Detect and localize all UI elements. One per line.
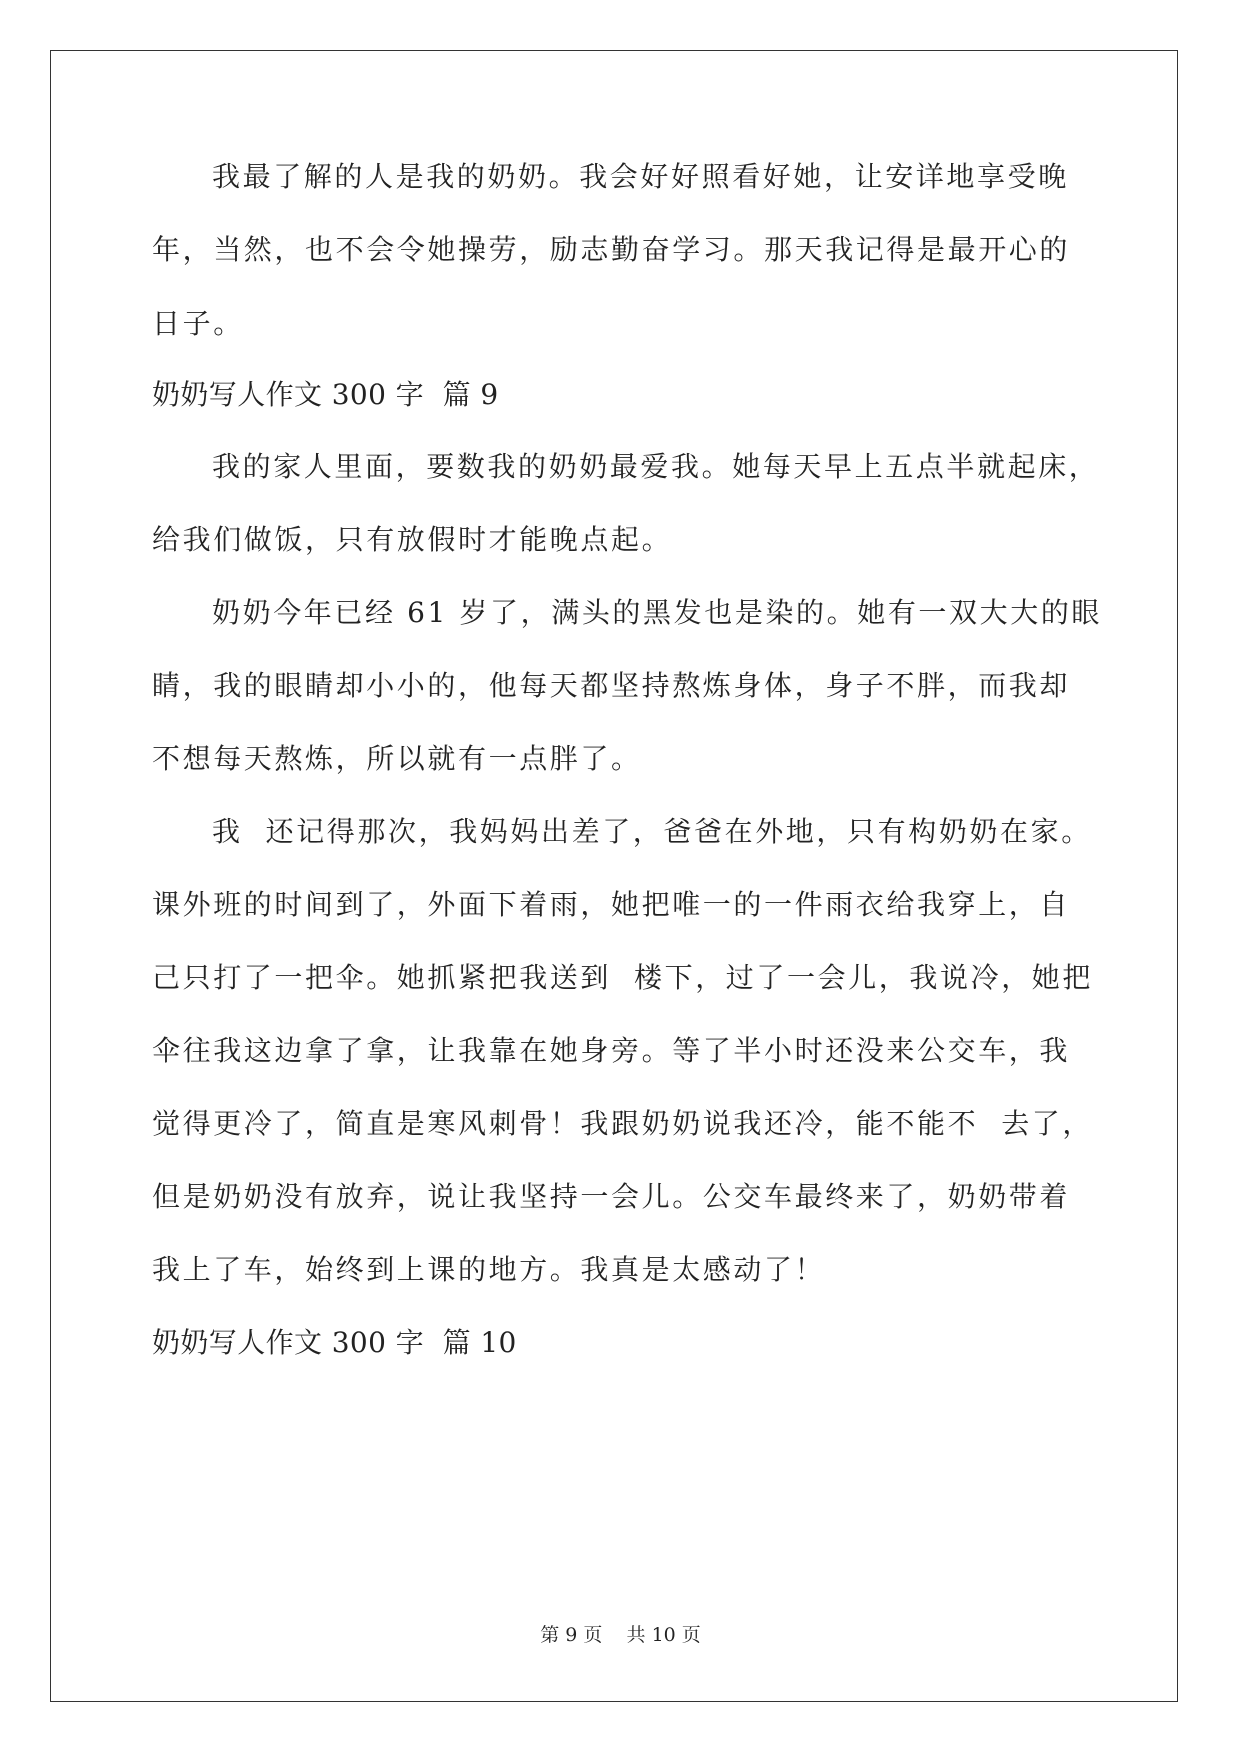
paragraph-line: 但是奶奶没有放弃，说让我坚持一会儿。公交车最终来了，奶奶带着 bbox=[152, 1180, 1071, 1213]
paragraph-line: 年，当然，也不会令她操劳，励志勤奋学习。那天我记得是最开心的 bbox=[152, 233, 1071, 266]
paragraph-line: 奶奶今年已经 61 岁了，满头的黑发也是染的。她有一双大大的眼 bbox=[212, 596, 1103, 629]
paragraph-line: 我 还记得那次，我妈妈出差了，爸爸在外地，只有构奶奶在家。 bbox=[212, 815, 1092, 848]
page-border bbox=[50, 50, 1178, 1702]
paragraph-line: 己只打了一把伞。她抓紧把我送到 楼下，过了一会儿，我说冷，她把 bbox=[152, 961, 1094, 994]
section-heading: 奶奶写人作文 300 字 篇 10 bbox=[152, 1326, 517, 1359]
paragraph-line: 不想每天熬炼，所以就有一点胖了。 bbox=[152, 742, 642, 775]
paragraph-line: 我的家人里面，要数我的奶奶最爱我。她每天早上五点半就起床， bbox=[212, 450, 1100, 483]
paragraph-line: 日子。 bbox=[152, 307, 244, 340]
paragraph-line: 给我们做饭，只有放假时才能晚点起。 bbox=[152, 523, 673, 556]
page-number-footer: 第 9 页 共 10 页 bbox=[540, 1624, 701, 1646]
paragraph-line: 我最了解的人是我的奶奶。我会好好照看好她，让安详地享受晚 bbox=[212, 160, 1069, 193]
section-heading: 奶奶写人作文 300 字 篇 9 bbox=[152, 378, 499, 411]
paragraph-line: 课外班的时间到了，外面下着雨，她把唯一的一件雨衣给我穿上，自 bbox=[152, 888, 1071, 921]
paragraph-line: 觉得更冷了，简直是寒风刺骨！我跟奶奶说我还冷，能不能不 去了， bbox=[152, 1107, 1094, 1140]
paragraph-line: 伞往我这边拿了拿，让我靠在她身旁。等了半小时还没来公交车，我 bbox=[152, 1034, 1071, 1067]
paragraph-line: 睛，我的眼睛却小小的，他每天都坚持熬炼身体，身子不胖，而我却 bbox=[152, 669, 1071, 702]
paragraph-line: 我上了车，始终到上课的地方。我真是太感动了！ bbox=[152, 1253, 826, 1286]
